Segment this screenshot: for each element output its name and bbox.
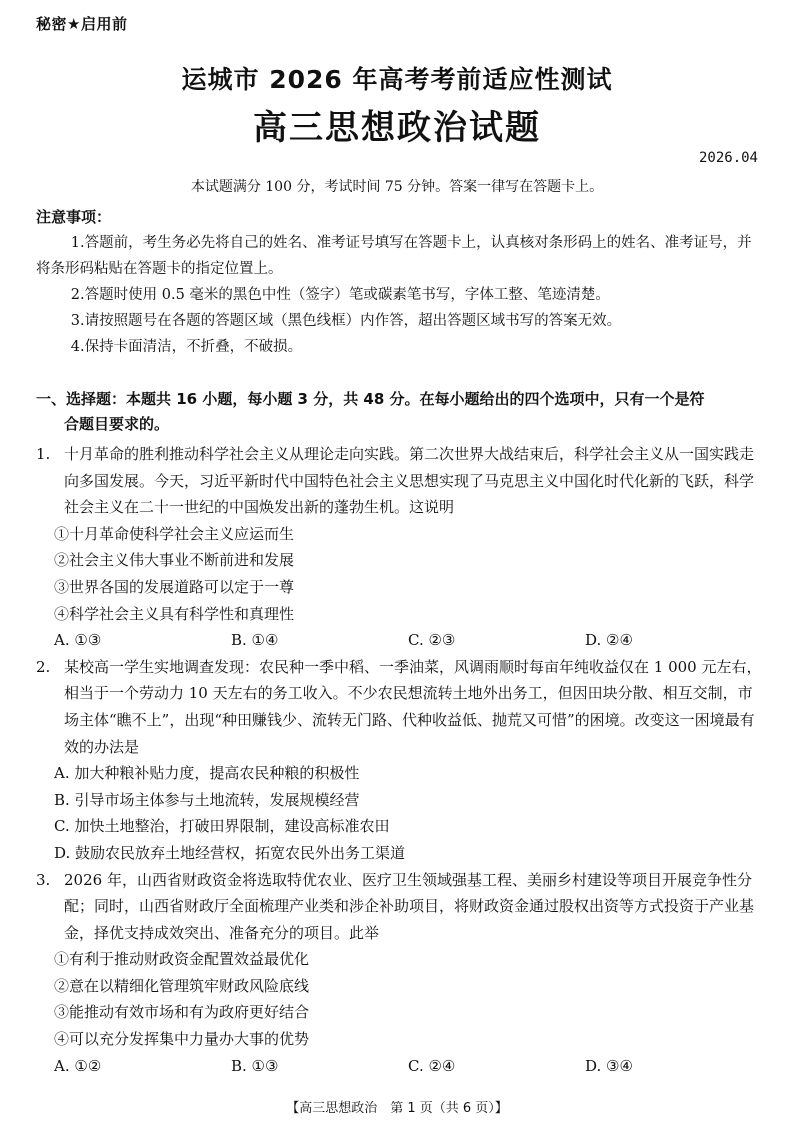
choice-d: D. 鼓励农民放弃土地经营权，拓宽农民外出务工渠道	[54, 843, 406, 862]
statement: ③世界各国的发展道路可以定于一尊	[54, 577, 295, 596]
question-stem	[36, 867, 762, 947]
notice-item: 3.请按照题号在各题的答题区域（黑色线框）内作答，超出答题区域书写的答案无效。	[70, 313, 622, 329]
exam-title: 运城市 2026 年高考考前适应性测试	[181, 65, 613, 94]
choice-c: C. ②④	[408, 1056, 456, 1075]
choice-d: D. ③④	[585, 1056, 633, 1075]
choice-b: B. ①④	[231, 631, 279, 650]
question-number: 1.	[36, 445, 51, 463]
question-text: 2026 年，山西省财政资金将选取特优农业、医疗卫生领域强基工程、美丽乡村建设等项目开展竞争性分配；同时，山西省财政厅全面梳理产业类和涉企补助项目，将财政资金通过股权出资等方式投资于产业基金，择优支持成效突出、准备充分的项目。此举	[64, 870, 755, 942]
question-list	[36, 441, 762, 1079]
statement: ①十月革命使科学社会主义应运而生	[54, 524, 295, 543]
choice-c: C. ②③	[408, 631, 456, 650]
notice-heading: 注意事项：	[36, 208, 112, 226]
exam-intro: 本试题满分 100 分，考试时间 75 分钟。答案一律写在答题卡上。	[190, 179, 604, 195]
choice-a: A. ①③	[54, 631, 102, 650]
question-number: 3.	[36, 870, 51, 889]
question-stem	[36, 654, 762, 760]
subject-title: 高三思想政治试题	[253, 108, 541, 148]
section-heading-line1: 一、选择题：本题共 16 小题，每小题 3 分，共 48 分。在每小题给出的四个选项中，只有一个是符	[36, 390, 705, 408]
question-1	[36, 441, 762, 654]
question-number: 2.	[36, 657, 51, 676]
statement: ②意在以精细化管理筑牢财政风险底线	[54, 976, 310, 995]
question-text: 十月革命的胜利推动科学社会主义从理论走向实践。第二次世界大战结束后，科学社会主义从一国实践走向多国发展。今天，习近平新时代中国特色社会主义思想实现了马克思主义中国化时代化新的飞跃，科学社会主义在二十一世纪的中国焕发出新的蓬勃生机。这说明	[64, 445, 755, 517]
question-stem	[36, 441, 762, 521]
answer-choices	[36, 1053, 762, 1080]
question-2	[36, 654, 762, 867]
exam-date: 2026.04	[698, 150, 758, 166]
notice-item: 4.保持卡面清洁，不折叠，不破损。	[70, 339, 303, 355]
statement: ③能推动有效市场和有为政府更好结合	[54, 1003, 310, 1022]
statement: ②社会主义伟大事业不断前进和发展	[54, 551, 295, 570]
choice-a: A. 加大种粮补贴力度，提高农民种粮的积极性	[54, 764, 360, 783]
choice-b: B. ①③	[231, 1056, 279, 1075]
choice-b: B. 引导市场主体参与土地流转，发展规模经营	[54, 790, 360, 809]
section-heading-line2: 合题目要求的。	[64, 415, 170, 433]
choice-a: A. ①②	[54, 1056, 102, 1075]
section-heading	[36, 387, 762, 437]
notice-list	[36, 230, 760, 360]
answer-choices	[36, 627, 762, 654]
choice-d: D. ②④	[585, 631, 633, 650]
statement: ④科学社会主义具有科学性和真理性	[54, 604, 295, 623]
secret-label: 秘密★启用前	[36, 15, 128, 33]
statement: ①有利于推动财政资金配置效益最优化	[54, 950, 310, 969]
page-footer: 【高三思想政治 第 1 页（共 6 页）】	[286, 1101, 508, 1116]
statement: ④可以充分发挥集中力量办大事的优势	[54, 1030, 310, 1049]
choice-c: C. 加快土地整治，打破田界限制，建设高标准农田	[54, 817, 390, 836]
question-text: 某校高一学生实地调查发现：农民种一季中稻、一季油菜，风调雨顺时每亩年纯收益仅在 1 000 元左右，相当于一个劳动力 10 天左右的务工收入。不少农民想流转土地外出务工，但因田块分散、相互交制，市场主体“瞧不上”，出现“种田赚钱少、流转无门路、代种收益低、抛荒又可惜”的困境。改变这一困境最有效的办法是	[64, 657, 762, 756]
question-3	[36, 867, 762, 1080]
notice-item: 1.答题前，考生务必先将自己的姓名、准考证号填写在答题卡上，认真核对条形码上的姓名、准考证号，并将条形码粘贴在答题卡的指定位置上。	[36, 235, 752, 277]
notice-item: 2.答题时使用 0.5 毫米的黑色中性（签字）笔或碳素笔书写，字体工整、笔迹清楚。	[70, 287, 610, 303]
